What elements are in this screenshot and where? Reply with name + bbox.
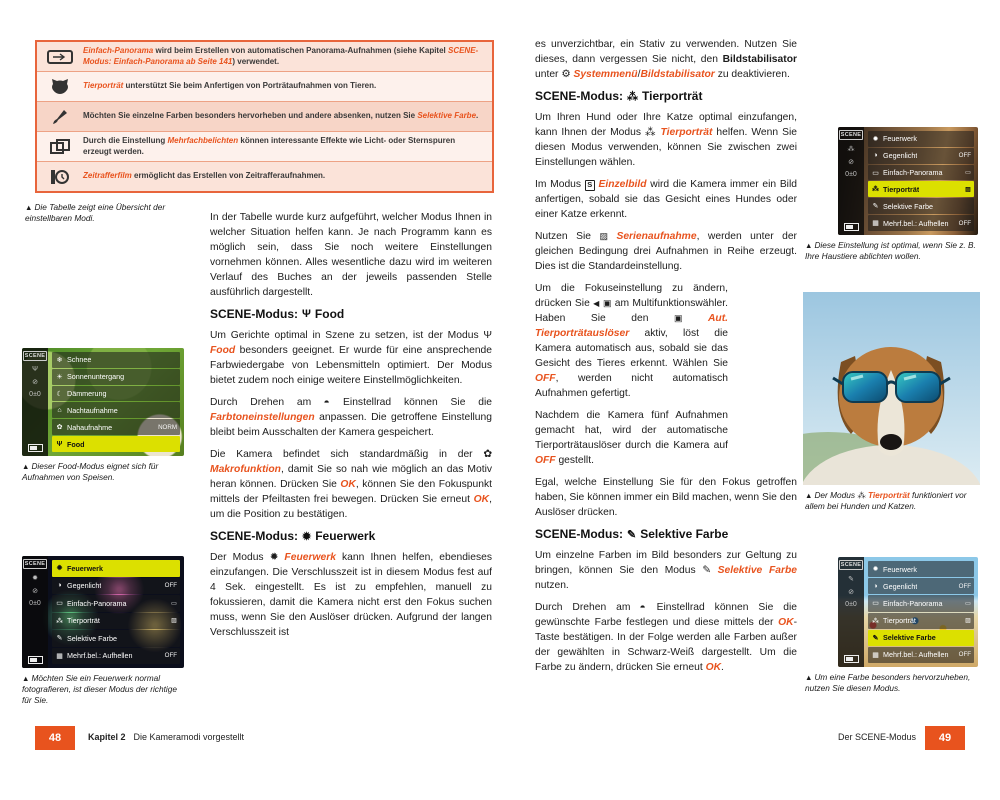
para-pet-1: Um Ihren Hund oder Ihre Katze optimal einzufangen, kann Ihnen der Modus ⁂ Tierporträt helfen. Wenn Sie diesen Modus verwenden, können Sie zwischen zwei Einstellungen wählen. [535,112,798,168]
camera-menu-item [52,613,180,630]
camera-strip-icon: ✹ [32,575,38,582]
menu-item-label: Sonnenuntergang [67,372,125,382]
table-row [37,162,492,191]
battery-icon [844,655,859,663]
section-title: Der SCENE-Modus [837,732,916,742]
menu-item-label: Feuerwerk [883,564,917,574]
camera-menu-item [52,419,180,435]
camera-menu-item [868,148,974,164]
menu-item-icon: ✿ [56,424,63,432]
burst-icon: ▨ [599,231,608,241]
left-arrow-icon: ◀ [593,299,600,308]
camera-menu-item [868,198,974,214]
menu-item-value: OFF [958,219,971,227]
heading-label: Tierporträt [642,89,703,103]
menu-item-label: Einfach-Panorama [883,168,943,178]
page-number-right: 49 [925,726,965,750]
menu-item-icon: ▭ [56,600,63,608]
scene-badge: SCENE [24,353,46,359]
auto-release-icon: ▣ [603,298,612,308]
menu-item-label: Nachtaufnahme [67,405,118,415]
pet-icon: ⁂ [857,490,866,500]
caption-food [22,461,187,483]
caption-pet-menu [805,240,977,262]
table-row [37,132,492,162]
brush-icon: ✎ [627,528,637,541]
camera-menu-item [868,181,974,197]
battery-icon [28,656,43,664]
menu-item-label: Tierporträt [67,616,100,626]
section-heading-color [535,527,797,541]
menu-item-label: Feuerwerk [67,563,103,573]
camera-menu-list [48,556,184,668]
camera-menu-item [868,647,974,663]
menu-item-label: Feuerwerk [883,134,917,144]
menu-item-icon: ☀ [56,373,63,381]
camera-strip-icon: 0±0 [845,601,857,608]
camera-screenshot-food-menu [22,348,184,456]
dial-icon: ◑ [638,604,650,611]
caption-text: Die Tabelle zeigt eine Übersicht der einstellbaren Modi. [25,202,166,223]
wrench-icon: ⚙ [561,69,571,80]
section-heading-pet [535,89,797,103]
para-pet-5: Nachdem die Kamera fünf Aufnahmen gemacht hat, wird der automatische Tierporträtauslöser durch die Kamera auf OFF gestellt. [535,410,728,466]
menu-item-label: Einfach-Panorama [883,598,943,608]
battery-icon [844,223,859,231]
camera-strip-icon: Ψ [32,366,38,373]
camera-menu-item [52,560,180,577]
menu-item-icon: ▦ [872,220,879,228]
menu-item-value: OFF [164,652,177,660]
camera-left-strip [838,557,864,667]
menu-item-value: NORM [158,423,177,431]
menu-item-label: Gegenlicht [883,151,918,161]
menu-item-icon: ❄ [56,356,63,364]
para-color-1: Um einzelne Farben im Bild besonders zur Geltung zu bringen, können Sie den Modus ✎ Selektive Farbe nutzen. [535,550,797,591]
menu-item-label: Tierporträt [883,616,916,626]
easy-panorama-icon [37,49,83,65]
menu-item-value: OFF [958,651,971,659]
camera-strip-icon: 0±0 [29,600,41,607]
camera-strip-icon: 0±0 [845,171,857,178]
caption-fireworks [22,673,187,705]
footer-right [838,732,916,742]
scene-badge: SCENE [840,132,862,138]
camera-menu-item [52,595,180,612]
caption-marker: ▲ [22,462,30,471]
para-intro: In der Tabelle wurde kurz aufgeführt, welcher Modus Ihnen in welcher Situation helfen kann. Je nach Programm kann es möglich sein, dass Sie noch weitere Einstellungen vornehmen können. Alles wesentliche dazu wird im weiteren Verlauf des Buches an der jeweils passenden Stelle ausführlich dargestellt. [210,212,492,298]
camera-screenshot-fireworks-menu [22,556,184,668]
caption-text: Möchten Sie ein Feuerwerk normal fotografieren, ist dieser Modus der richtige für Sie. [22,673,177,705]
para-food-1: Um Gerichte optimal in Szene zu setzen, ist der Modus Ψ Food besonders geeignet. Er wurde für eine ansprechende Farbwiedergabe von Lebensmitteln optimiert. Der Modus bietet zudem noch einige weitere Einstellmöglichkeiten. [210,330,492,386]
para-color-2: Durch Drehen am ◑ Einstellrad können Sie die gewünschte Farbe festlegen und diese mittels der OK-Taste bestätigen. In der Folge werden alle Farben außer der gewählten in Schwarz-Weiß dargestellt. Um die Farbe zu ändern, drücken Sie erneut OK. [535,602,797,673]
menu-item-label: Selektive Farbe [883,633,936,643]
chapter-title: Die Kameramodi vorgestellt [133,732,245,742]
single-icon: S [585,180,595,191]
menu-item-label: Nahaufnahme [67,422,113,432]
caption-text: Der Modus ⁂ Tierporträt funktioniert vor allem bei Hunden und Katzen. [805,490,967,511]
pet-portrait-icon [37,78,83,95]
menu-item-label: Gegenlicht [67,581,102,591]
section-heading-food [210,307,492,321]
dog-photo [803,292,980,485]
pet-icon: ⁂ [627,90,638,103]
menu-item-icon: ◑ [57,582,62,590]
menu-item-label: Mehrf.bel.: Aufhellen [883,650,949,660]
camera-strip-icon: ⊘ [32,588,38,595]
menu-item-label: Schnee [67,355,92,365]
battery-icon [28,444,43,452]
menu-item-value: OFF [164,582,177,590]
para-pet-4: Um die Fokuseinstellung zu ändern, drücken Sie ◀ ▣ am Multifunktionswähler. Haben Sie den ▣ Aut. Tierporträtauslöser aktiv, löst die Kamera automatisch aus, sobald sie das Gesicht des Tieres erkennt. Wählen Sie OFF, werden nicht automatisch Aufnahmen gefertigt. [535,283,728,399]
main-column-left [210,210,492,647]
menu-item-value: OFF [958,152,971,160]
scene-badge: SCENE [24,561,46,567]
menu-item-icon: ✎ [872,634,879,642]
camera-menu-item [868,561,974,577]
menu-item-icon: ▦ [56,652,63,660]
table-row [37,42,492,72]
camera-left-strip [22,556,48,668]
camera-menu-item [868,578,974,594]
camera-menu-item [52,386,180,402]
menu-item-value: ▭ [965,599,971,607]
camera-menu-item [52,578,180,595]
modes-table [35,40,494,193]
food-icon: Ψ [302,308,311,320]
menu-item-label: Selektive Farbe [883,201,933,211]
camera-strip-icon: ⊘ [32,379,38,386]
para-pet-2: Im Modus S Einzelbild wird die Kamera immer ein Bild anfertigen, sobald sie das Gesicht eines Hundes oder einer Katze erkennt. [535,179,797,220]
caption-table [25,202,203,224]
menu-item-icon: ✹ [872,135,879,143]
dial-icon: ◑ [321,399,333,406]
menu-item-value: ▭ [171,599,177,607]
selective-color-icon [37,108,83,126]
caption-text: Dieser Food-Modus eignet sich für Aufnahmen von Speisen. [22,461,159,482]
section-heading-fireworks [210,529,492,543]
menu-item-value: OFF [958,582,971,590]
fork-icon: Ψ [483,330,492,341]
camera-menu-item [52,402,180,418]
camera-menu-item [52,369,180,385]
para-fireworks-2: es unverzichtbar, ein Stativ zu verwenden. Nutzen Sie dieses, dann vergessen Sie nicht, den Bildstabilisator unter ⚙ Systemmenü/Bildstabilisator zu deaktivieren. [535,39,797,80]
heading-prefix: SCENE-Modus: [210,307,298,321]
menu-item-icon: ◑ [873,582,878,590]
table-row-text: Zeitrafferfilm ermöglicht das Erstellen von Zeitrafferaufnahmen. [83,171,326,181]
camera-menu-item [868,595,974,611]
menu-item-icon: ☾ [56,390,63,398]
heading-label: Food [314,307,345,321]
camera-left-strip [22,348,48,456]
camera-menu-list [864,127,978,235]
camera-menu-item [52,352,180,368]
heading-prefix: SCENE-Modus: [535,89,623,103]
heading-prefix: SCENE-Modus: [535,527,623,541]
menu-item-label: Food [67,439,85,449]
menu-item-label: Mehrf.bel.: Aufhellen [67,651,133,661]
menu-item-icon: ⌂ [57,406,62,414]
menu-item-icon: ▭ [872,169,879,177]
table-row-text: Einfach-Panorama wird beim Erstellen von automatischen Panorama-Aufnahmen (siehe Kapitel SCENE-Modus: Einfach-Panorama ab Seite 141) verwendet. [83,45,479,66]
camera-menu-item [868,165,974,181]
para-fireworks-1: Der Modus ✹ Feuerwerk kann Ihnen helfen, ebendieses einzufangen. Die Verschlusszeit ist in diesem Modus fest auf 4 Sek. eingestellt. Es ist zu empfehlen, manuell zu fokussieren, damit die Kamera nicht erst den Fokus suchen muss, wenn Sie den Auslöser drücken. Aufgrund der langen Verschlusszeit ist [210,552,492,638]
caption-marker: ▲ [805,491,813,500]
menu-item-icon: ⁂ [56,617,63,625]
camera-strip-icon: ⊘ [848,589,854,596]
menu-item-icon: ▭ [872,600,879,608]
menu-item-icon: ▦ [872,651,879,659]
para-food-3: Die Kamera befindet sich standardmäßig in der ✿ Makrofunktion, damit Sie so nah wie möglich an das Motiv heran können. Drücken Sie OK, können Sie den Fokuspunkt mittels der Pfeiltasten frei bewegen. Drücken Sie erneut OK, um die Position zu bestätigen. [210,449,492,520]
menu-item-icon: ✹ [872,566,879,574]
fireworks-icon: ✹ [302,530,312,543]
camera-strip-icon: ⊘ [848,159,854,166]
menu-item-icon: ✹ [56,565,63,573]
table-row-text: Möchten Sie einzelne Farben besonders hervorheben und andere absenken, nutzen Sie Selektive Farbe. [83,111,479,121]
table-row [37,72,492,102]
camera-strip-icon: ✎ [848,576,854,583]
menu-item-label: Mehrf.bel.: Aufhellen [883,218,949,228]
heading-label: Selektive Farbe [640,527,729,541]
menu-item-label: Tierporträt [883,184,920,194]
caption-text: Diese Einstellung ist optimal, wenn Sie z. B. Ihre Haustiere ablichten wollen. [805,240,976,261]
menu-item-label: Einfach-Panorama [67,598,127,608]
camera-menu-item [52,648,180,665]
auto-release-icon: ▣ [673,313,683,323]
heading-label: Feuerwerk [315,529,376,543]
camera-strip-icon: ⁂ [847,146,855,153]
multiple-exposure-icon [37,139,83,155]
caption-marker: ▲ [22,674,30,683]
time-lapse-icon [37,169,83,185]
camera-menu-list [864,557,978,667]
footer-left [88,732,244,742]
camera-menu-list [48,348,184,456]
chapter-label: Kapitel 2 [88,732,126,742]
pet-icon: ⁂ [645,127,657,138]
menu-item-value: ▨ [171,617,177,625]
menu-item-icon: ⁂ [872,617,879,625]
menu-item-value: ▨ [965,617,971,625]
heading-prefix: SCENE-Modus: [210,529,298,543]
caption-marker: ▲ [805,673,813,682]
camera-strip-icon: 0±0 [29,391,41,398]
main-column-right [535,37,797,682]
camera-menu-item [868,215,974,231]
menu-item-icon: ◑ [873,152,878,160]
menu-item-label: Dämmerung [67,389,107,399]
menu-item-icon: ✎ [872,203,879,211]
para-pet-6: Egal, welche Einstellung Sie für den Fokus getroffen haben, Sie können immer ein Bild machen, wenn Sie den Auslöser drücken. [535,477,797,518]
para-food-2: Durch Drehen am ◑ Einstellrad können Sie die Farbtoneinstellungen anpassen. Die getroffene Einstellung bleibt beim Ausschalten der Kamera gespeichert. [210,397,492,438]
para-pet-3: Nutzen Sie ▨ Serienaufnahme, werden unter der gleichen Bedingung drei Aufnahmen in Reihe erzeugt. Dies ist die Standardeinstellung. [535,231,797,272]
camera-left-strip [838,127,864,235]
camera-menu-item [52,630,180,647]
caption-marker: ▲ [25,203,33,212]
camera-menu-item [868,131,974,147]
menu-item-value: ▨ [965,185,971,193]
brush-icon: ✎ [702,565,711,576]
scene-badge: SCENE [840,562,862,568]
caption-text: Um eine Farbe besonders hervorzuheben, nutzen Sie diesen Modus. [805,672,971,693]
caption-color-menu [805,672,977,694]
menu-item-value: ▭ [965,169,971,177]
page-number-left: 48 [35,726,75,750]
flower-icon: ✿ [483,449,492,460]
menu-item-icon: ⁂ [872,186,879,194]
camera-menu-item [52,436,180,452]
menu-item-label: Selektive Farbe [67,633,117,643]
camera-menu-item [868,630,974,646]
camera-screenshot-pet-menu [838,127,978,235]
camera-screenshot-color-menu [838,557,978,667]
table-row [37,102,492,132]
caption-dog [805,490,977,512]
caption-marker: ▲ [805,241,813,250]
menu-item-icon: ✎ [56,635,63,643]
menu-item-icon: Ψ [56,440,63,448]
menu-item-label: Gegenlicht [883,581,918,591]
table-row-text: Tierporträt unterstützt Sie beim Anfertigen von Porträtaufnahmen von Tieren. [83,81,377,91]
fireworks-icon: ✹ [269,552,279,563]
table-row-text: Durch die Einstellung Mehrfachbelichten können interessante Effekte wie Licht- oder Sternspuren erzeugt werden. [83,135,456,156]
camera-menu-item [868,613,974,629]
